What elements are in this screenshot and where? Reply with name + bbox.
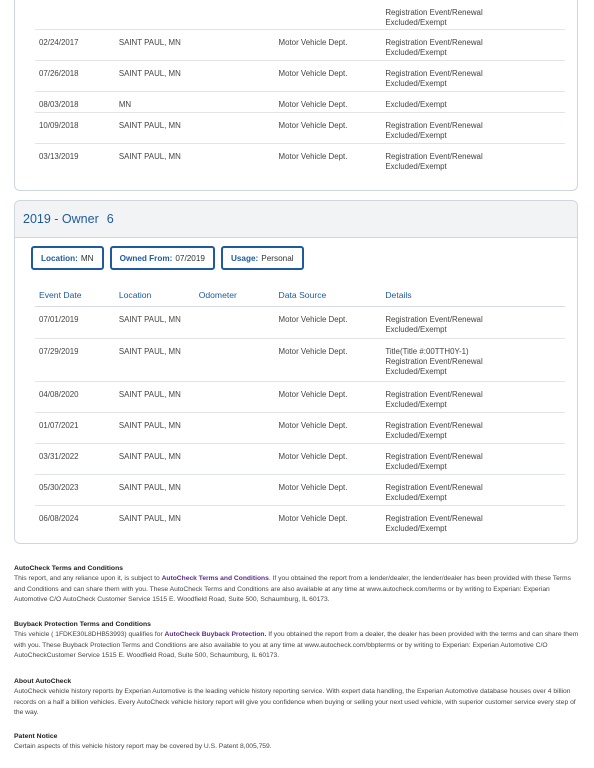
odometer-cell [199, 69, 279, 91]
terms-text: This report, and any reliance upon it, is subject to AutoCheck Terms and Conditions. If you obtained the report from a lender/dealer, the lender/dealer has been provided with these Terms and Conditions and can share them with you. These AutoCheck Terms and Conditions are also available at any time at www.autocheck.com/terms or by writing to Experian: Experian Automotive C/O AutoCheck Customer Service 1515 E. Woodfield Road, Suite 500, Schaumburg, IL 60173. [14, 575, 571, 604]
details-line: Registration Event/Renewal [385, 8, 483, 17]
usage-chip-label: Usage: [230, 253, 259, 263]
location-cell: SAINT PAUL, MN [118, 152, 181, 161]
data-source-cell: Motor Vehicle Dept. [278, 315, 348, 324]
event-date-cell: 07/26/2018 [39, 69, 79, 78]
location-cell: SAINT PAUL, MN [118, 390, 181, 399]
data-source-cell: Motor Vehicle Dept. [278, 483, 348, 492]
details-line: Registration Event/Renewal [385, 357, 483, 366]
table-row [35, 506, 565, 538]
usage-chip [221, 246, 304, 270]
owned-from-chip-value: 07/2019 [175, 253, 205, 263]
table-row [35, 144, 565, 175]
about-section [14, 677, 580, 719]
details-line: Registration Event/Renewal [385, 152, 483, 161]
details-line: Registration Event/Renewal [385, 421, 483, 430]
terms-link[interactable]: AutoCheck Terms and Conditions [161, 575, 269, 582]
table-row [35, 30, 565, 61]
event-date-cell: 01/07/2021 [39, 421, 79, 430]
details-line: Registration Event/Renewal [385, 390, 483, 399]
details-line: Registration Event/Renewal [385, 69, 483, 78]
odometer-cell [199, 315, 279, 338]
details-line: Excluded/Exempt [385, 400, 447, 409]
event-date-cell: 08/03/2018 [39, 100, 79, 109]
details-cell [385, 315, 565, 338]
details-line: Excluded/Exempt [385, 462, 447, 471]
owner-summary-chips [31, 246, 304, 270]
details-cell [385, 390, 565, 412]
table-row [35, 475, 565, 506]
odometer-cell [199, 121, 279, 143]
details-line: Registration Event/Renewal [385, 38, 483, 47]
location-cell: SAINT PAUL, MN [118, 315, 181, 324]
buyback-link[interactable]: AutoCheck Buyback Protection. [164, 631, 267, 638]
event-date-cell: 03/13/2019 [39, 152, 79, 161]
table-row [35, 444, 565, 475]
odometer-cell [199, 483, 279, 505]
details-cell [385, 8, 565, 29]
event-date-cell: 07/01/2019 [39, 315, 79, 324]
event-date-cell: 06/08/2024 [39, 514, 79, 523]
data-source-cell: Motor Vehicle Dept. [278, 390, 348, 399]
location-cell: MN [118, 100, 132, 109]
details-cell [385, 452, 565, 474]
details-line: Excluded/Exempt [385, 162, 447, 171]
data-source-cell [279, 8, 386, 29]
odometer-cell [199, 390, 279, 412]
patent-heading: Patent Notice [14, 733, 58, 740]
location-cell: SAINT PAUL, MN [118, 421, 181, 430]
owner-rows [35, 307, 565, 538]
table-row [35, 307, 565, 339]
header-event-date: Event Date [39, 290, 82, 300]
location-cell: SAINT PAUL, MN [118, 514, 181, 523]
event-date-cell: 04/08/2020 [39, 390, 79, 399]
header-data-source: Data Source [278, 290, 327, 300]
previous-owner-events-table [35, 0, 565, 175]
about-text: AutoCheck vehicle history reports by Experian Automotive is the leading vehicle history reporting service. With expert data handling, the Experian Automotive database houses over 4 billion records on a half a billion vehicles. Every AutoCheck vehicle history report will give you confidence when buying or selling your next used vehicle, with superior customer service every step of the way. [14, 688, 576, 717]
table-row [35, 382, 565, 413]
buyback-section [14, 620, 580, 662]
header-location: Location [118, 290, 152, 300]
odometer-cell [199, 8, 279, 29]
event-date-cell: 07/29/2019 [39, 347, 79, 356]
patent-text: Certain aspects of this vehicle history report may be covered by U.S. Patent 8,005,759. [14, 743, 272, 750]
details-cell [385, 152, 565, 175]
table-row [35, 0, 565, 30]
location-cell: SAINT PAUL, MN [118, 452, 181, 461]
details-line: Excluded/Exempt [385, 367, 447, 376]
table-row [35, 113, 565, 144]
data-source-cell: Motor Vehicle Dept. [278, 38, 348, 47]
location-cell: SAINT PAUL, MN [118, 69, 181, 78]
details-line: Registration Event/Renewal [385, 514, 483, 523]
buyback-heading: Buyback Protection Terms and Conditions [14, 621, 151, 628]
details-cell [385, 121, 565, 143]
details-line: Registration Event/Renewal [385, 121, 483, 130]
event-date-cell: 10/09/2018 [39, 121, 79, 130]
data-source-cell: Motor Vehicle Dept. [278, 69, 348, 78]
details-cell [385, 514, 565, 538]
owned-from-chip-label: Owned From: [119, 253, 173, 263]
table-header [35, 284, 565, 307]
details-line: Excluded/Exempt [385, 79, 447, 88]
details-line: Excluded/Exempt [385, 18, 447, 27]
data-source-cell: Motor Vehicle Dept. [278, 421, 348, 430]
table-row [35, 413, 565, 444]
about-heading: About AutoCheck [14, 678, 72, 685]
data-source-cell: Motor Vehicle Dept. [278, 121, 348, 130]
data-source-cell: Motor Vehicle Dept. [278, 514, 348, 523]
details-cell [385, 38, 565, 60]
odometer-cell [199, 421, 279, 443]
details-line: Excluded/Exempt [385, 325, 447, 334]
details-line: Title(Title #:00TTH0Y-1) [385, 347, 469, 356]
data-source-cell: Motor Vehicle Dept. [278, 452, 348, 461]
usage-chip-value: Personal [261, 253, 294, 263]
location-cell: SAINT PAUL, MN [118, 347, 181, 356]
odometer-cell [199, 347, 279, 381]
event-date-cell: 02/24/2017 [39, 38, 79, 47]
location-cell: SAINT PAUL, MN [118, 483, 181, 492]
details-line: Excluded/Exempt [385, 131, 447, 140]
details-line: Excluded/Exempt [385, 431, 447, 440]
event-date-cell: 05/30/2023 [39, 483, 79, 492]
details-cell [385, 100, 565, 112]
location-chip-label: Location: [41, 253, 78, 263]
owner-events-table [35, 284, 565, 538]
details-line: Registration Event/Renewal [385, 452, 483, 461]
location-chip [31, 246, 104, 270]
owned-from-chip [110, 246, 215, 270]
data-source-cell: Motor Vehicle Dept. [278, 100, 348, 109]
location-cell [119, 8, 199, 29]
owner-header [15, 201, 577, 238]
table-row [35, 61, 565, 92]
location-cell: SAINT PAUL, MN [118, 38, 181, 47]
details-cell [385, 483, 565, 505]
location-cell: SAINT PAUL, MN [118, 121, 181, 130]
details-line: Registration Event/Renewal [385, 483, 483, 492]
odometer-cell [199, 514, 279, 538]
previous-owner-card [14, 0, 578, 191]
table-row [35, 92, 565, 113]
details-cell [385, 69, 565, 91]
owner-title: 2019 - Owner [23, 212, 99, 226]
details-line: Excluded/Exempt [385, 524, 447, 533]
location-chip-value: MN [80, 253, 94, 263]
odometer-cell [199, 152, 279, 175]
header-details: Details [385, 290, 412, 300]
odometer-cell [199, 100, 279, 112]
event-date-cell: 03/31/2022 [39, 452, 79, 461]
table-row [35, 339, 565, 382]
odometer-cell [199, 452, 279, 474]
owner-6-card [14, 200, 578, 544]
owner-number: 6 [106, 212, 114, 226]
details-cell [385, 347, 565, 381]
event-date-cell [35, 8, 119, 29]
data-source-cell: Motor Vehicle Dept. [278, 347, 348, 356]
details-line: Excluded/Exempt [385, 100, 447, 109]
details-line: Registration Event/Renewal [385, 315, 483, 324]
patent-section [14, 732, 580, 753]
data-source-cell: Motor Vehicle Dept. [278, 152, 348, 161]
terms-heading: AutoCheck Terms and Conditions [14, 565, 124, 572]
terms-section [14, 564, 580, 606]
header-odometer: Odometer [198, 290, 237, 300]
details-line: Excluded/Exempt [385, 48, 447, 57]
buyback-text: This vehicle ( 1FDKE30L8DHB53993) qualifies for AutoCheck Buyback Protection. If you obtained the report from a dealer, the dealer has been provided with the terms and can share them with you. These Buyback Protection Terms and Conditions are also available to you at any time at www.autocheck.com/bbpterms or by writing to Experian: Experian Automotive C/O AutoCheckCustomer Service 1515 E. Woodfield Road, Suite 500, Schaumburg, IL 60173. [14, 631, 579, 660]
details-line: Excluded/Exempt [385, 493, 447, 502]
details-cell [385, 421, 565, 443]
odometer-cell [199, 38, 279, 60]
